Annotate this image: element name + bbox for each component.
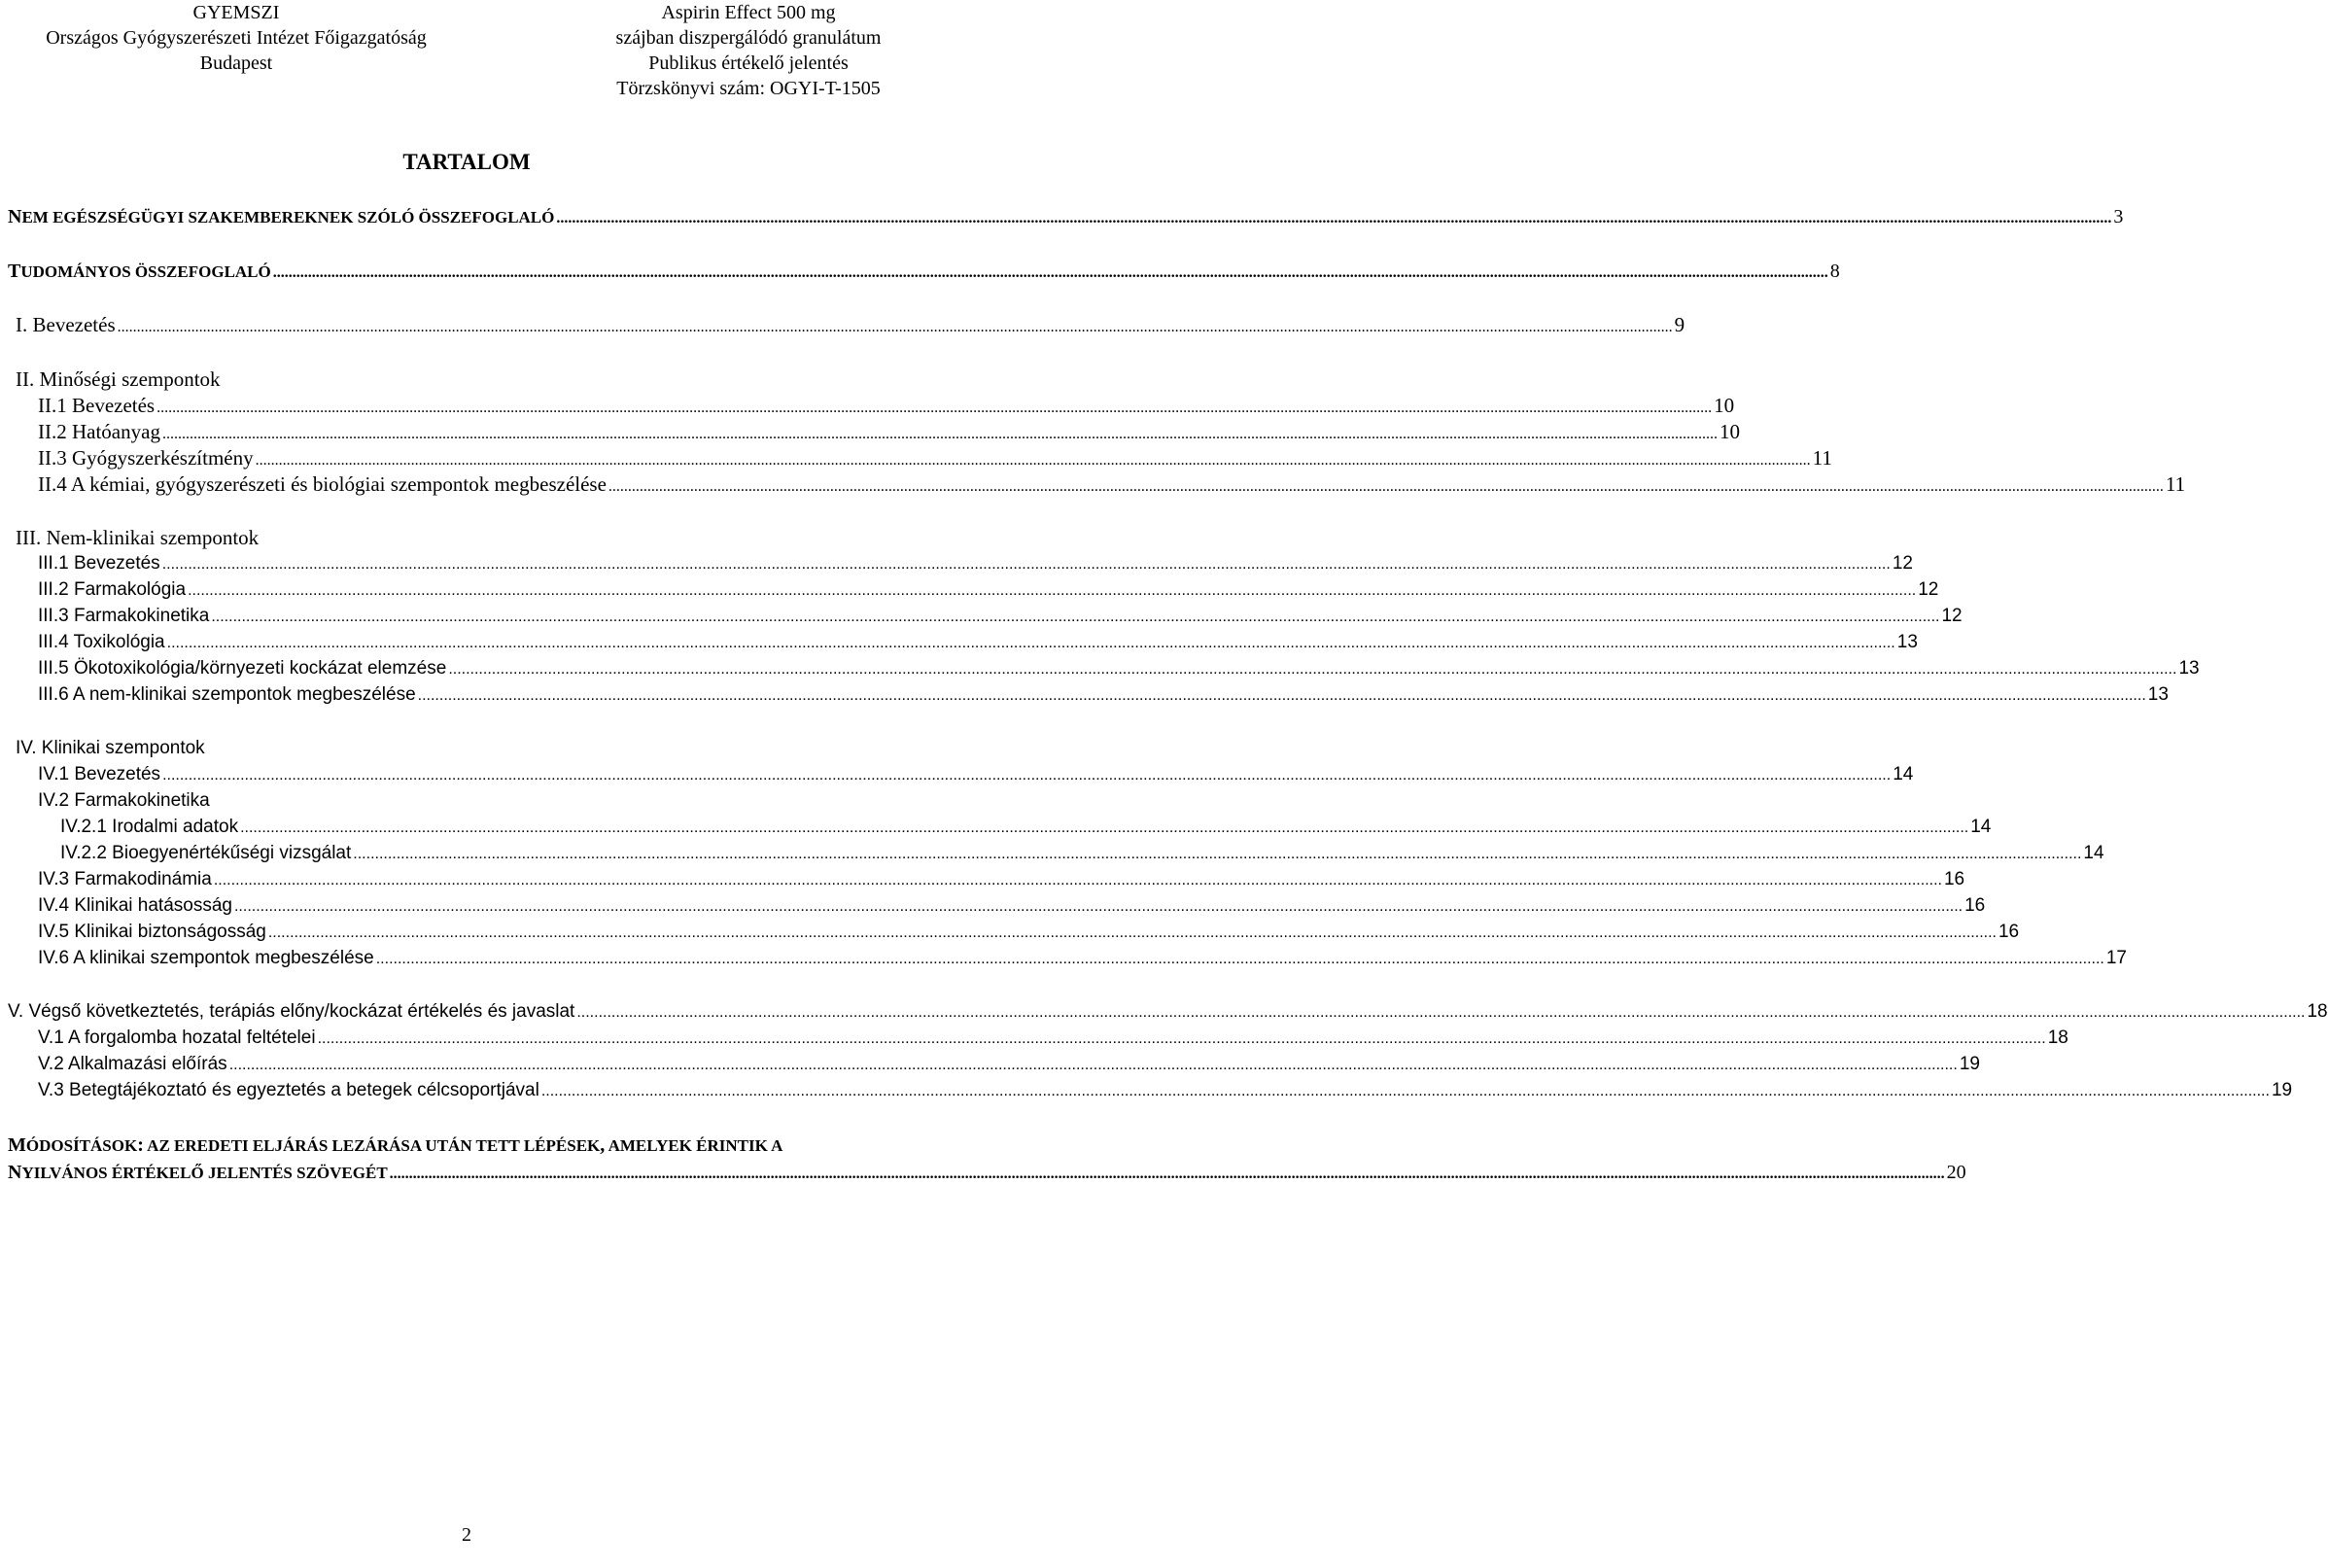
toc-entry-label: IV.1 Bevezetés bbox=[38, 764, 161, 784]
toc-entry-label: III.5 Ökotoxikológia/környezeti kockázat elemzése bbox=[38, 658, 447, 679]
toc-entry-page: 11 bbox=[2165, 472, 2186, 496]
toc-entry-label: I. Bevezetés bbox=[16, 313, 116, 336]
toc-entry[interactable] bbox=[60, 815, 1992, 841]
toc-entry-label: III.2 Farmakológia bbox=[38, 579, 187, 600]
toc-entry-label: V.2 Alkalmazási előírás bbox=[38, 1054, 227, 1074]
toc-entry-page: 16 bbox=[1943, 869, 1965, 889]
toc-entry-label: II.2 Hatóanyag bbox=[38, 420, 160, 443]
toc-section-heading: IV. Klinikai szempontok bbox=[16, 738, 205, 758]
toc-entry-label: TUDOMÁNYOS ÖSSZEFOGLALÓ bbox=[8, 261, 271, 282]
toc-title: TARTALOM bbox=[402, 150, 531, 174]
toc-entry[interactable] bbox=[38, 867, 1965, 893]
toc-entry-page: 11 bbox=[1812, 446, 1832, 470]
toc-leader: ................................................................................................................................................................................................................................................................................................................................................................................................................ bbox=[240, 819, 1969, 836]
toc-leader: ................................................................................................................................................................................................................................................................................................................................................................................................................ bbox=[161, 426, 1718, 442]
toc-leader: ................................................................................................................................................................................................................................................................................................................................................................................................................ bbox=[211, 609, 1940, 625]
toc-leader: ................................................................................................................................................................................................................................................................................................................................................................................................................ bbox=[162, 767, 1892, 784]
toc-entry[interactable] bbox=[38, 656, 2200, 682]
toc-entry[interactable] bbox=[38, 393, 1735, 421]
toc-subsection-heading: IV.2 Farmakokinetika bbox=[38, 790, 210, 811]
toc-entry-page: 12 bbox=[1941, 606, 1963, 626]
toc-leader: ................................................................................................................................................................................................................................................................................................................................................................................................................ bbox=[117, 319, 1673, 335]
toc-entry-label: V. Végső következtetés, terápiás előny/kockázat értékelés és javaslat bbox=[8, 1001, 575, 1022]
toc-entry-label: IV.2.1 Irodalmi adatok bbox=[60, 817, 239, 837]
toc-entry-label: II.3 Gyógyszerkészítmény bbox=[38, 446, 254, 470]
toc-entry[interactable] bbox=[38, 893, 1986, 920]
toc-entry-page: 17 bbox=[2105, 948, 2127, 968]
toc-entry-label: III.6 A nem-klinikai szempontok megbeszélése bbox=[38, 684, 416, 705]
toc-leader: ................................................................................................................................................................................................................................................................................................................................................................................................................ bbox=[417, 687, 2146, 704]
toc-leader: ................................................................................................................................................................................................................................................................................................................................................................................................................ bbox=[353, 846, 2082, 862]
toc-entry-label-line-1[interactable]: MÓDOSÍTÁSOK: AZ EREDETI ELJÁRÁS LEZÁRÁSA UTÁN TETT LÉPÉSEK, AMELYEK ÉRINTIK A bbox=[8, 1134, 783, 1156]
toc-entry-page: 12 bbox=[1918, 579, 1939, 600]
toc-leader: ................................................................................................................................................................................................................................................................................................................................................................................................................ bbox=[272, 264, 1828, 281]
toc-leader: ................................................................................................................................................................................................................................................................................................................................................................................................................ bbox=[188, 582, 1917, 599]
toc-entry-page: 16 bbox=[1964, 895, 1986, 916]
toc-leader: ................................................................................................................................................................................................................................................................................................................................................................................................................ bbox=[255, 452, 1811, 469]
toc-entry-page: 20 bbox=[1946, 1162, 1966, 1183]
toc-entry-label: IV.4 Klinikai hatásosság bbox=[38, 895, 232, 916]
toc-entry[interactable] bbox=[8, 999, 2328, 1026]
header-city: Budapest bbox=[199, 52, 273, 74]
toc-entry-label: NEM EGÉSZSÉGÜGYI SZAKEMBEREKNEK SZÓLÓ ÖSSZEFOGLALÓ bbox=[8, 206, 555, 227]
toc-leader: ................................................................................................................................................................................................................................................................................................................................................................................................................ bbox=[228, 1057, 1958, 1073]
toc-entry-page: 18 bbox=[2047, 1028, 2068, 1048]
page-number: 2 bbox=[462, 1524, 471, 1546]
toc-entry-page: 19 bbox=[1959, 1054, 1980, 1074]
toc-entry-label: IV.3 Farmakodinámia bbox=[38, 869, 212, 889]
toc-entry-label: V.3 Betegtájékoztató és egyeztetés a betegek célcsoportjával bbox=[38, 1080, 539, 1100]
toc-leader: ................................................................................................................................................................................................................................................................................................................................................................................................................ bbox=[317, 1030, 2046, 1047]
toc-entry[interactable] bbox=[38, 762, 1914, 788]
toc-leader: ................................................................................................................................................................................................................................................................................................................................................................................................................ bbox=[540, 1083, 2270, 1099]
toc-entry-page: 18 bbox=[2307, 1001, 2328, 1022]
toc-entry-label: III.1 Bevezetés bbox=[38, 553, 160, 574]
toc-entry-label: IV.5 Klinikai biztonságosság bbox=[38, 922, 266, 942]
header-org-full: Országos Gyógyszerészeti Intézet Főigazgatóság bbox=[46, 27, 427, 49]
toc-section-heading: III. Nem-klinikai szempontok bbox=[16, 526, 260, 549]
toc-leader: ................................................................................................................................................................................................................................................................................................................................................................................................................ bbox=[556, 210, 2112, 226]
toc-entry[interactable] bbox=[38, 1026, 2068, 1052]
toc-entry[interactable] bbox=[38, 604, 1963, 630]
toc-entry[interactable] bbox=[38, 946, 2127, 972]
toc-entry[interactable] bbox=[8, 259, 1840, 286]
toc-entry-label: NYILVÁNOS ÉRTÉKELŐ JELENTÉS SZÖVEGÉT bbox=[8, 1162, 388, 1183]
toc-entry[interactable] bbox=[38, 445, 1832, 473]
toc-entry[interactable] bbox=[8, 204, 2124, 231]
toc-entry-page: 14 bbox=[1970, 817, 1992, 837]
toc-entry-page: 10 bbox=[1714, 394, 1735, 417]
header-org-short: GYEMSZI bbox=[192, 2, 280, 23]
toc-leader: ................................................................................................................................................................................................................................................................................................................................................................................................................ bbox=[448, 661, 2177, 678]
toc-entry[interactable] bbox=[38, 920, 2020, 946]
toc-entry-page: 12 bbox=[1892, 553, 1913, 574]
toc-leader: ................................................................................................................................................................................................................................................................................................................................................................................................................ bbox=[213, 872, 1942, 889]
toc-entry[interactable] bbox=[38, 1052, 1980, 1078]
header-product: Aspirin Effect 500 mg bbox=[661, 2, 836, 23]
toc-entry-page: 10 bbox=[1719, 420, 1740, 443]
toc-leader: ................................................................................................................................................................................................................................................................................................................................................................................................................ bbox=[233, 898, 1963, 915]
toc-entry-label: V.1 A forgalomba hozatal feltételei bbox=[38, 1028, 316, 1048]
toc-section-heading: II. Minőségi szempontok bbox=[16, 367, 221, 391]
toc-entry[interactable] bbox=[60, 841, 2104, 867]
toc-entry-page: 8 bbox=[1829, 261, 1840, 282]
toc-entry-page: 13 bbox=[1896, 632, 1918, 652]
toc-entry-page: 14 bbox=[1893, 764, 1914, 784]
toc-entry-label: III.3 Farmakokinetika bbox=[38, 606, 210, 626]
toc-entry[interactable] bbox=[38, 682, 2169, 709]
toc-entry-page: 13 bbox=[2147, 684, 2169, 705]
toc-entry-page: 9 bbox=[1674, 313, 1685, 336]
toc-entry-label: III.4 Toxikológia bbox=[38, 632, 165, 652]
header-reg-number: Törzskönyvi szám: OGYI-T-1505 bbox=[616, 78, 881, 99]
header-doc-type: Publikus értékelő jelentés bbox=[648, 52, 849, 74]
toc-leader: ................................................................................................................................................................................................................................................................................................................................................................................................................ bbox=[608, 478, 2164, 495]
toc-entry-page: 16 bbox=[1998, 922, 2020, 942]
toc-entry[interactable] bbox=[38, 551, 1913, 577]
toc-leader: ................................................................................................................................................................................................................................................................................................................................................................................................................ bbox=[156, 400, 1713, 416]
toc-leader: ................................................................................................................................................................................................................................................................................................................................................................................................................ bbox=[389, 1166, 1945, 1182]
toc-entry[interactable] bbox=[8, 1160, 1966, 1187]
toc-leader: ................................................................................................................................................................................................................................................................................................................................................................................................................ bbox=[576, 1004, 2306, 1021]
toc-entry[interactable] bbox=[38, 1078, 2293, 1104]
toc-entry-page: 14 bbox=[2083, 843, 2104, 863]
toc-entry-label: II.4 A kémiai, gyógyszerészeti és biológiai szempontok megbeszélése bbox=[38, 472, 607, 496]
toc-entry[interactable] bbox=[16, 312, 1685, 340]
toc-entry-page: 3 bbox=[2113, 206, 2124, 227]
toc-entry[interactable] bbox=[38, 471, 2186, 500]
toc-entry-label: IV.2.2 Bioegyenértékűségi vizsgálat bbox=[60, 843, 352, 863]
toc-entry-label: II.1 Bevezetés bbox=[38, 394, 156, 417]
toc-entry-label: IV.6 A klinikai szempontok megbeszélése bbox=[38, 948, 374, 968]
toc-leader: ................................................................................................................................................................................................................................................................................................................................................................................................................ bbox=[267, 924, 1997, 941]
header-form: szájban diszpergálódó granulátum bbox=[615, 27, 882, 49]
toc-entry[interactable] bbox=[38, 419, 1740, 447]
toc-leader: ................................................................................................................................................................................................................................................................................................................................................................................................................ bbox=[375, 951, 2104, 967]
toc-entry-page: 19 bbox=[2271, 1080, 2293, 1100]
toc-entry[interactable] bbox=[38, 630, 1918, 656]
toc-leader: ................................................................................................................................................................................................................................................................................................................................................................................................................ bbox=[161, 556, 1891, 573]
toc-entry[interactable] bbox=[38, 577, 1939, 604]
header-right bbox=[583, 0, 914, 101]
toc-entry-page: 13 bbox=[2178, 658, 2200, 679]
header-left bbox=[8, 0, 465, 76]
toc-leader: ................................................................................................................................................................................................................................................................................................................................................................................................................ bbox=[166, 635, 1895, 651]
